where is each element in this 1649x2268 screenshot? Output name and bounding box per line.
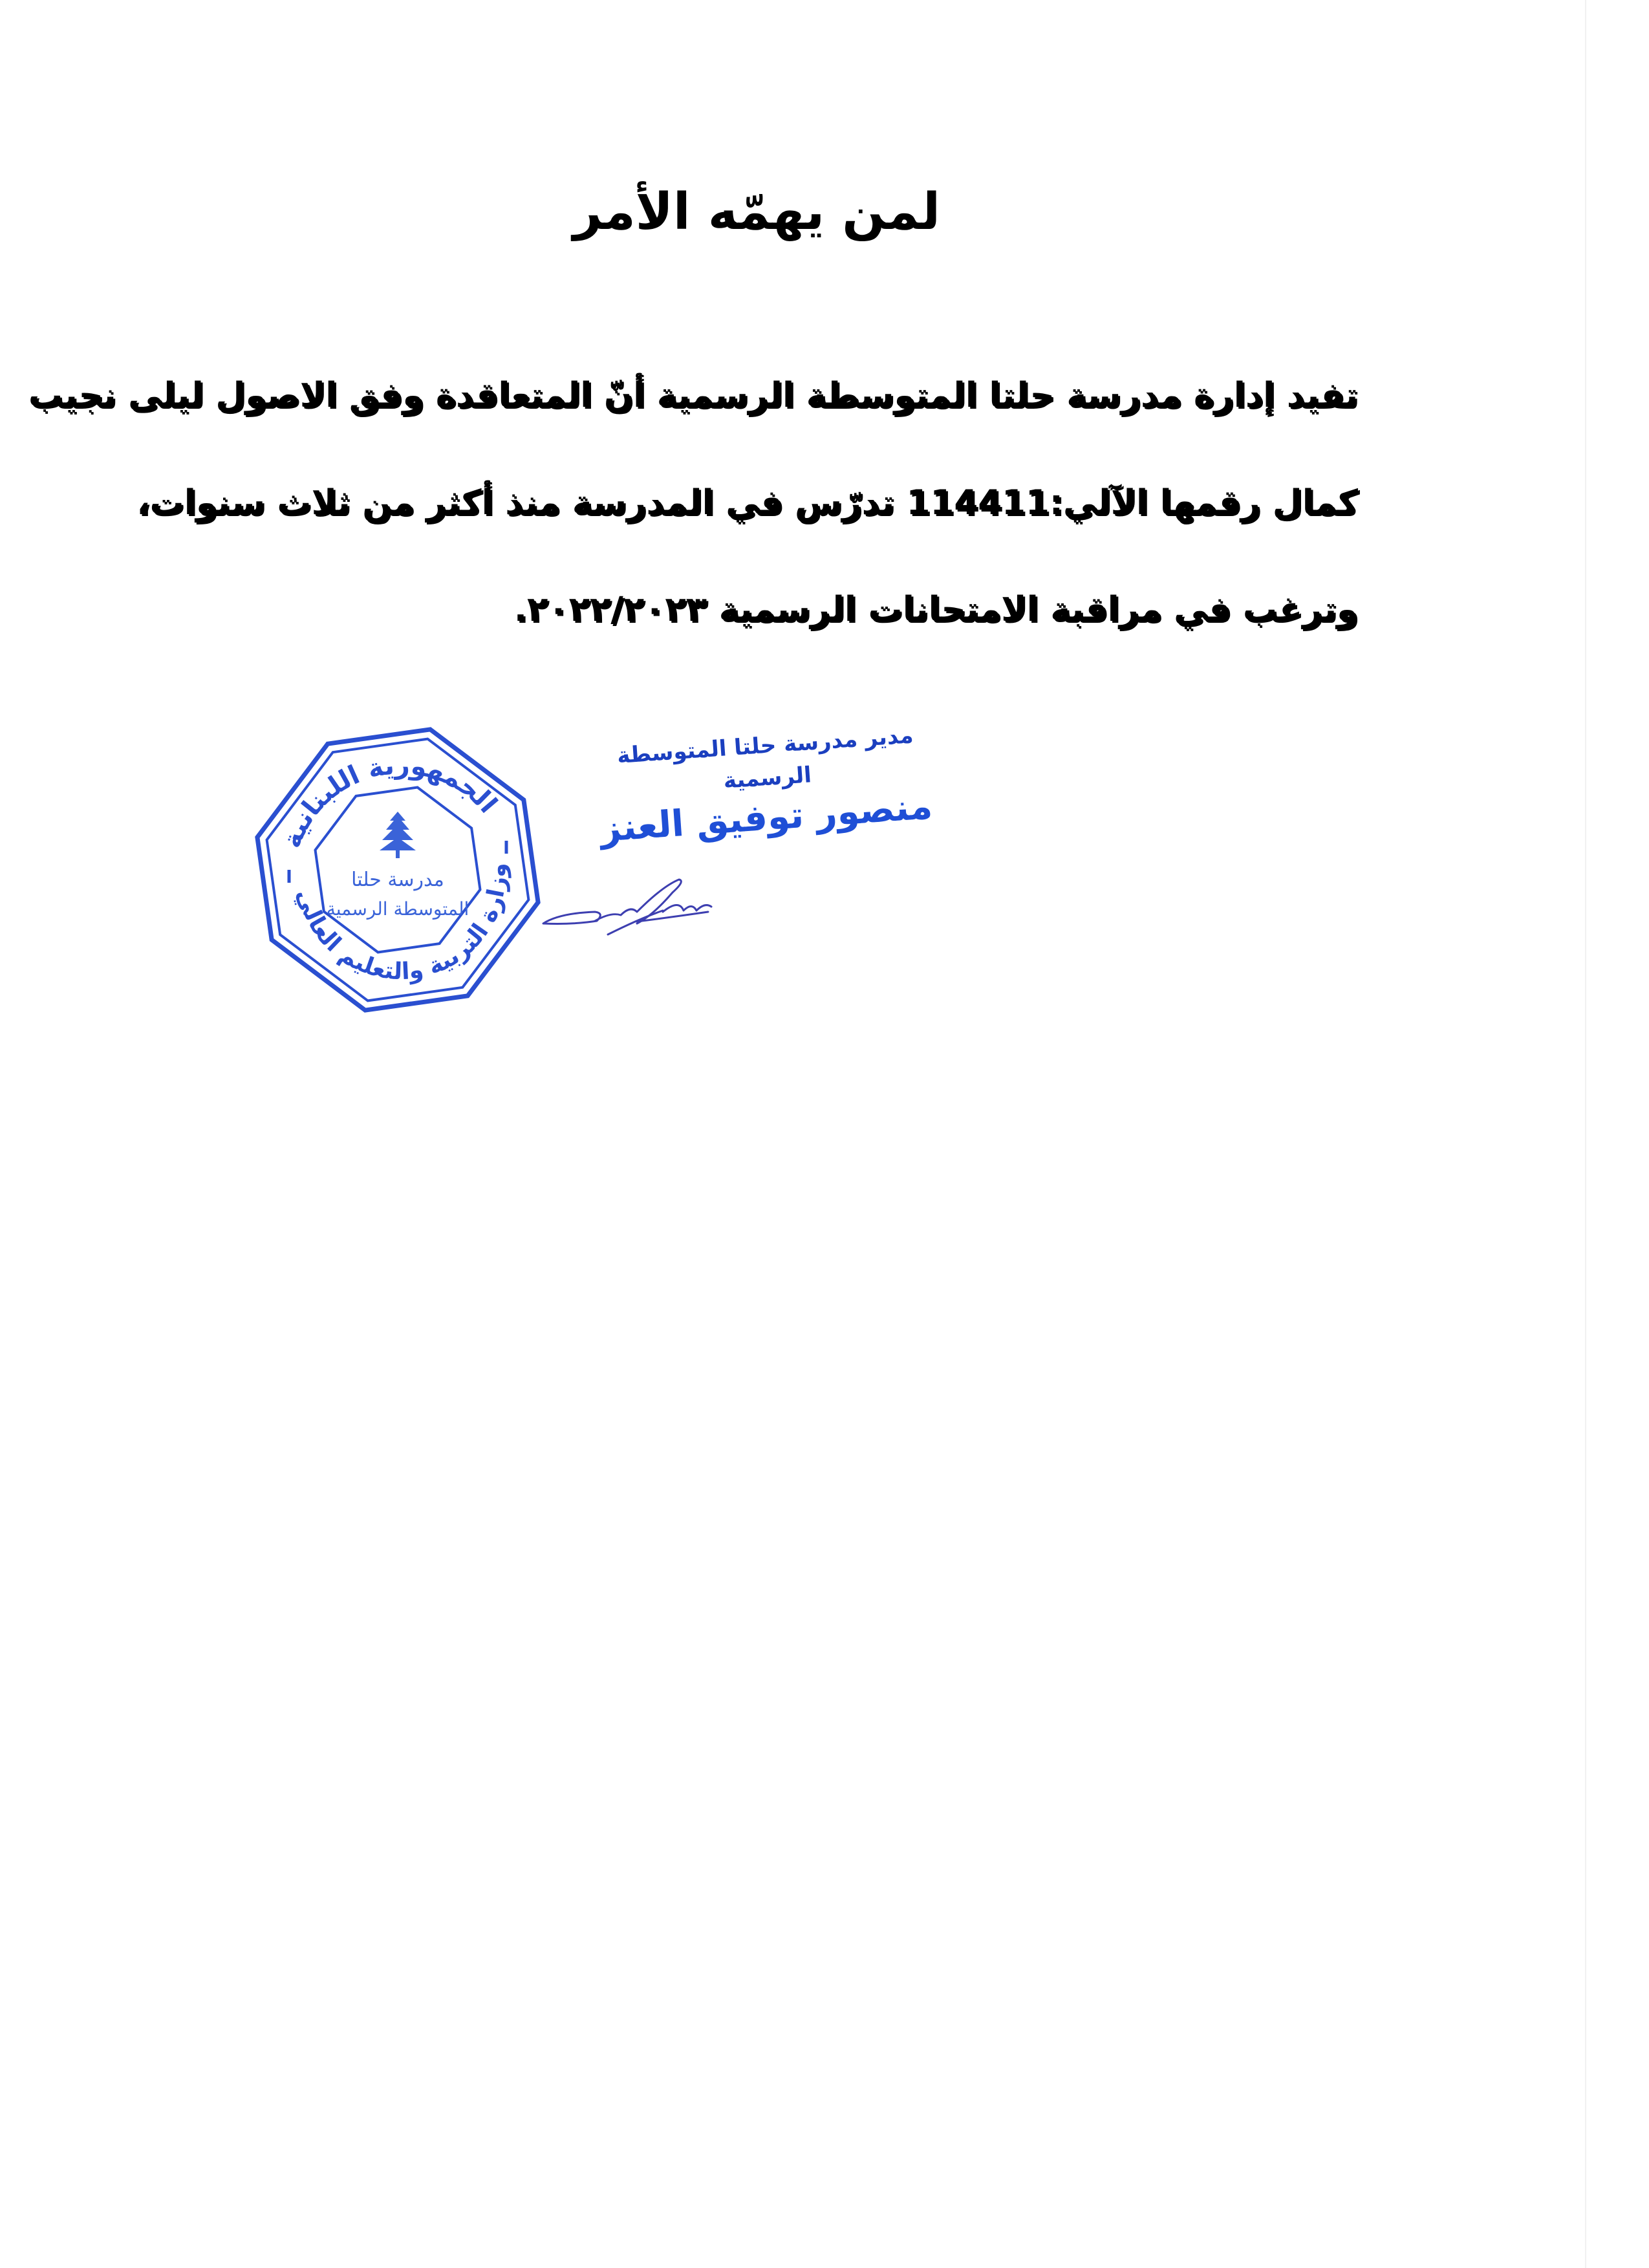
body-line-3: وترغب في مراقبة الامتحانات الرسمية ٢٠٢٢/٢٠٢٣. (513, 590, 1358, 629)
cedar-tree-icon (380, 812, 416, 858)
body-line-1: تفيد إدارة مدرسة حلتا المتوسطة الرسمية أنّ المتعاقدة وفق الاصول ليلى نجيب (28, 376, 1358, 415)
body-line-2: كمال رقمها الآلي:114411 تدرّس في المدرسة منذ أكثر من ثلاث سنوات، (136, 483, 1358, 523)
stamp-top-text: الجمهورية اللبنانية (276, 750, 503, 852)
signer-name: منصور توفيق العنز (598, 785, 934, 850)
official-stamp (249, 721, 546, 1019)
stamp-inner-text-2: المتوسطة الرسمية (326, 898, 469, 920)
handwritten-signature (534, 867, 727, 944)
stamp-inner-text-1: مدرسة حلتا (351, 869, 444, 891)
scan-edge-line (1585, 0, 1586, 2268)
document-title: لمن يهمّه الأمر (572, 183, 941, 241)
stamp-bottom-text: وزارة التربية والتعليم العالي (291, 862, 512, 986)
signer-title: مدير مدرسة حلتا المتوسطة الرسمية (616, 722, 914, 794)
